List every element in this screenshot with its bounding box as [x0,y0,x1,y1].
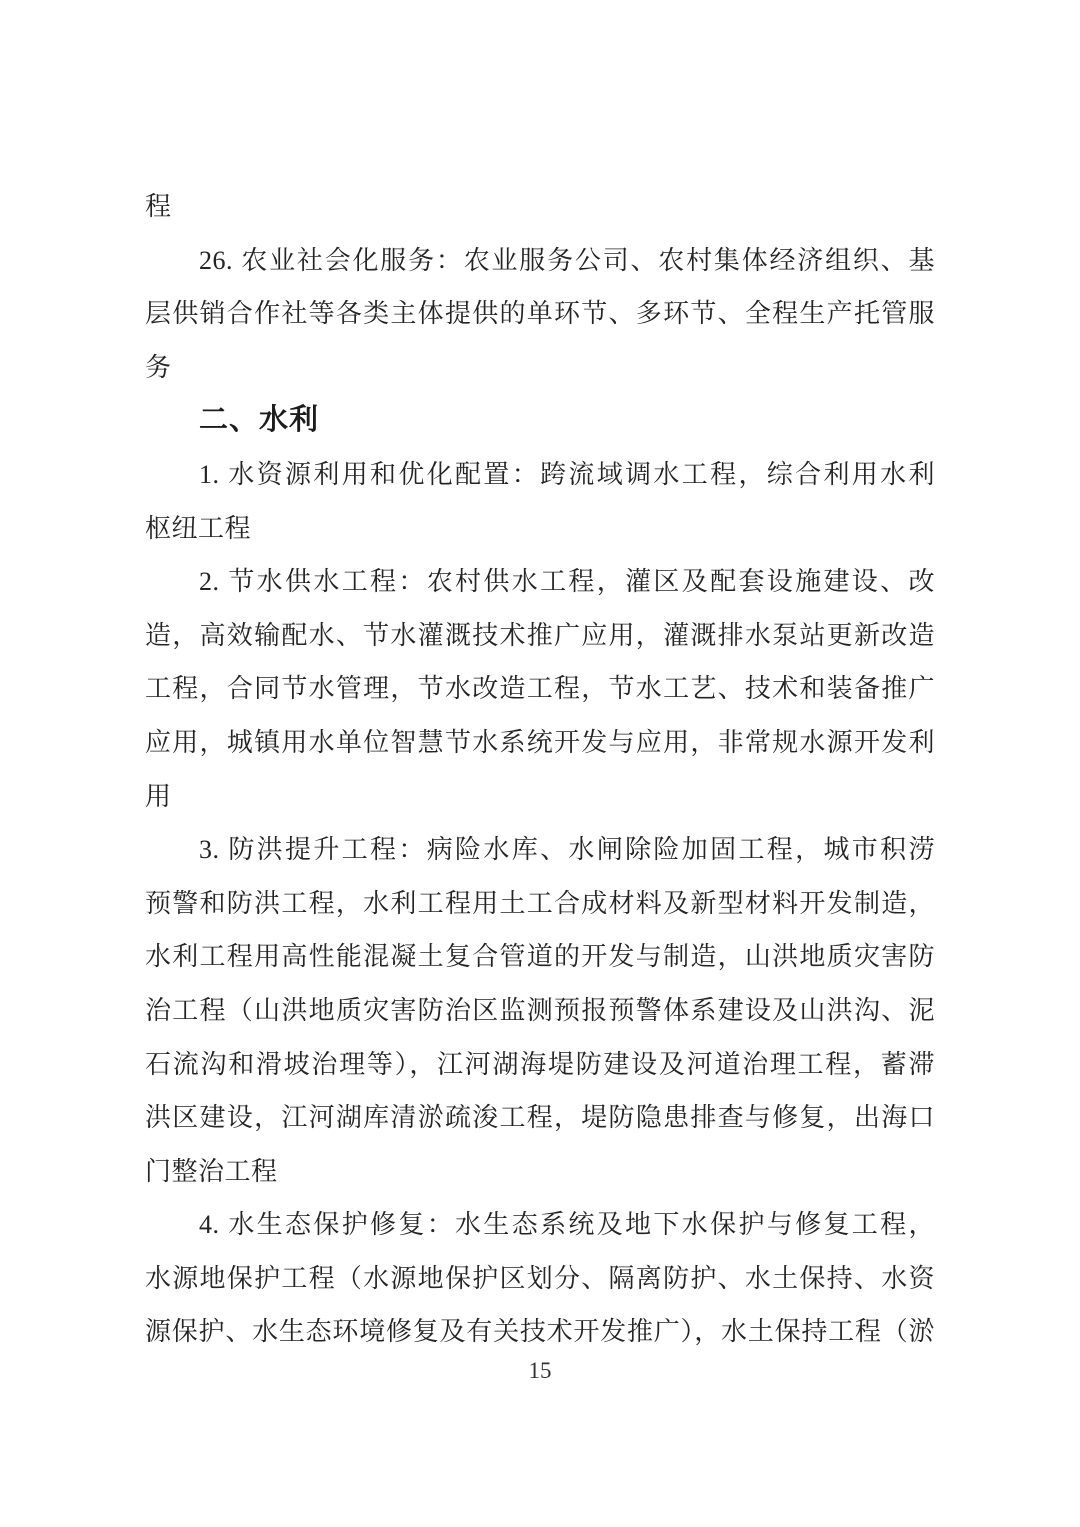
text-line: 用 [145,781,172,811]
item-2-water-saving-supply [145,555,935,823]
text-line: 工程，合同节水管理，节水改造工程，节水工艺、技术和装备推广 [145,674,935,704]
text-line: 预警和防洪工程，水利工程用土工合成材料及新型材料开发制造， [145,888,935,918]
item-26-agricultural-services [145,234,935,395]
text-line: 枢纽工程 [145,513,252,543]
text-line: 26. 农业社会化服务：农业服务公司、农村集体经济组织、基 [199,245,935,275]
item-3-flood-control-upgrade [145,823,935,1198]
text-line: 治工程（山洪地质灾害防治区监测预报预警体系建设及山洪沟、泥 [145,995,935,1025]
item-1-water-resource-allocation [145,448,935,555]
text-line: 1. 水资源利用和优化配置：跨流域调水工程，综合利用水利 [199,459,935,489]
text-line: 造，高效输配水、节水灌溉技术推广应用，灌溉排水泵站更新改造 [145,620,935,650]
text-line: 应用，城镇用水单位智慧节水系统开发与应用，非常规水源开发利 [145,727,935,757]
paragraph-continuation [145,180,935,234]
text-line: 程 [145,192,172,221]
text-line: 务 [145,352,172,382]
text-line: 4. 水生态保护修复：水生态系统及地下水保护与修复工程， [199,1210,935,1240]
page-number: 15 [528,1358,552,1383]
text-line: 水利工程用高性能混凝土复合管道的开发与制造，山洪地质灾害防 [145,942,935,972]
page-content [145,180,935,1359]
text-line: 洪区建设，江河湖库清淤疏浚工程，堤防隐患排查与修复，出海口 [145,1103,935,1133]
section-heading-water-conservancy [145,394,935,448]
text-line: 门整治工程 [145,1156,278,1186]
text-line: 源保护、水生态环境修复及有关技术开发推广），水土保持工程（淤 [145,1317,935,1347]
text-line: 层供销合作社等各类主体提供的单环节、多环节、全程生产托管服 [145,299,935,329]
text-line: 水源地保护工程（水源地保护区划分、隔离防护、水土保持、水资 [145,1263,935,1293]
text-line: 3. 防洪提升工程：病险水库、水闸除险加固工程，城市积涝 [199,835,935,865]
text-line: 2. 节水供水工程：农村供水工程，灌区及配套设施建设、改 [199,567,935,597]
text-line: 二、水利 [199,404,320,437]
text-line: 石流沟和滑坡治理等），江河湖海堤防建设及河道治理工程，蓄滞 [145,1049,935,1079]
item-4-water-ecology-restoration [145,1198,935,1359]
